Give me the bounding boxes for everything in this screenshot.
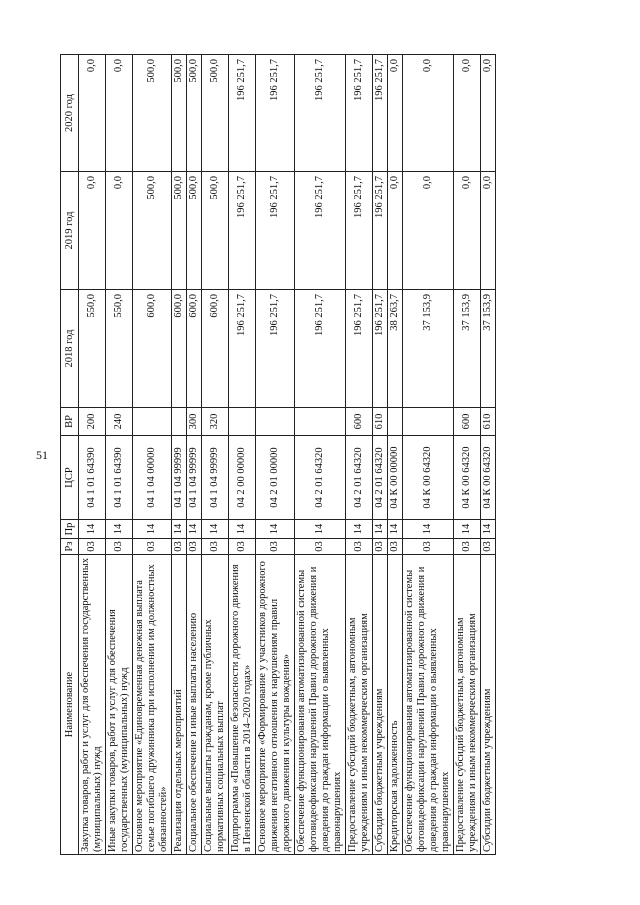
cell-y2019: 500,0	[133, 172, 172, 290]
cell-y2020: 196 251,7	[346, 55, 373, 172]
table-row	[79, 55, 106, 855]
cell-y2020: 0,0	[481, 55, 496, 172]
cell-name: Подпрограмма «Повышение безопасности дорожного движения в Пензенской области в 2014–2020 годах»	[229, 555, 256, 855]
cell-y2020: 196 251,7	[373, 55, 388, 172]
cell-y2018: 196 251,7	[295, 290, 346, 408]
table-header-row	[61, 55, 79, 855]
cell-name: Обеспечение функционирования автоматизированной системы фотовидеофиксации нарушений Правил дорожного движения и доведения до граждан информации о выявленных правонарушениях	[403, 555, 454, 855]
cell-vr: 600	[454, 408, 481, 436]
header-pr: Пр	[61, 520, 79, 539]
cell-vr: 300	[187, 408, 202, 436]
cell-rz: 03	[202, 539, 229, 555]
cell-y2020: 0,0	[454, 55, 481, 172]
cell-csr: 04 2 00 00000	[229, 436, 256, 520]
cell-csr: 04 К 00 00000	[388, 436, 403, 520]
table-row	[454, 55, 481, 855]
cell-y2020: 0,0	[403, 55, 454, 172]
cell-csr: 04 2 01 64320	[295, 436, 346, 520]
cell-y2019: 0,0	[388, 172, 403, 290]
cell-y2019: 500,0	[202, 172, 229, 290]
cell-y2018: 37 153,9	[481, 290, 496, 408]
cell-pr: 14	[481, 520, 496, 539]
cell-rz: 03	[388, 539, 403, 555]
cell-name: Предоставление субсидий бюджетным, автономным учреждениям и иным некоммерческим организациям	[454, 555, 481, 855]
cell-pr: 14	[133, 520, 172, 539]
table-row	[187, 55, 202, 855]
cell-y2019: 196 251,7	[373, 172, 388, 290]
cell-y2018: 600,0	[187, 290, 202, 408]
cell-pr: 14	[172, 520, 187, 539]
cell-y2020: 196 251,7	[229, 55, 256, 172]
table-row	[373, 55, 388, 855]
cell-y2020: 500,0	[187, 55, 202, 172]
cell-y2019: 0,0	[454, 172, 481, 290]
cell-name: Обеспечение функционирования автоматизированной системы фотовидеофиксации нарушений Правил дорожного движения и доведения до граждан информации о выявленных правонарушениях	[295, 555, 346, 855]
cell-vr	[133, 408, 172, 436]
header-rz: Рз	[61, 539, 79, 555]
cell-y2018: 196 251,7	[373, 290, 388, 408]
cell-y2018: 37 153,9	[403, 290, 454, 408]
cell-rz: 03	[481, 539, 496, 555]
cell-pr: 14	[229, 520, 256, 539]
cell-y2019: 196 251,7	[229, 172, 256, 290]
cell-rz: 03	[403, 539, 454, 555]
table-row	[481, 55, 496, 855]
cell-vr: 320	[202, 408, 229, 436]
table-row	[133, 55, 172, 855]
cell-y2018: 196 251,7	[346, 290, 373, 408]
cell-rz: 03	[295, 539, 346, 555]
cell-vr: 240	[106, 408, 133, 436]
cell-pr: 14	[187, 520, 202, 539]
cell-rz: 03	[187, 539, 202, 555]
table-row	[229, 55, 256, 855]
page-number: 51	[36, 448, 48, 462]
cell-y2020: 500,0	[133, 55, 172, 172]
cell-vr: 600	[346, 408, 373, 436]
cell-y2020: 500,0	[202, 55, 229, 172]
cell-y2019: 196 251,7	[295, 172, 346, 290]
header-2018: 2018 год	[61, 290, 79, 408]
cell-name: Социальное обеспечение и иные выплаты населению	[187, 555, 202, 855]
cell-y2019: 196 251,7	[256, 172, 295, 290]
header-name: Наименование	[61, 555, 79, 855]
cell-rz: 03	[346, 539, 373, 555]
header-2020: 2020 год	[61, 55, 79, 172]
cell-rz: 03	[229, 539, 256, 555]
cell-y2018: 196 251,7	[256, 290, 295, 408]
cell-rz: 03	[454, 539, 481, 555]
cell-pr: 14	[346, 520, 373, 539]
cell-name: Кредиторская задолженность	[388, 555, 403, 855]
cell-csr: 04 1 04 00000	[133, 436, 172, 520]
rotated-page-content	[60, 55, 620, 855]
cell-vr	[172, 408, 187, 436]
cell-name: Закупка товаров, работ и услуг для обеспечения государственных (муниципальных) нужд	[79, 555, 106, 855]
table-row	[172, 55, 187, 855]
cell-pr: 14	[79, 520, 106, 539]
cell-name: Субсидии бюджетным учреждениям	[373, 555, 388, 855]
cell-vr	[403, 408, 454, 436]
cell-name: Социальные выплаты гражданам, кроме публичных нормативных социальных выплат	[202, 555, 229, 855]
cell-y2019: 0,0	[79, 172, 106, 290]
cell-y2019: 0,0	[403, 172, 454, 290]
cell-vr	[229, 408, 256, 436]
cell-name: Предоставление субсидий бюджетным, автономным учреждениям и иным некоммерческим организациям	[346, 555, 373, 855]
cell-y2018: 37 153,9	[454, 290, 481, 408]
cell-csr: 04 1 04 99999	[172, 436, 187, 520]
cell-y2019: 0,0	[106, 172, 133, 290]
cell-csr: 04 2 01 64320	[373, 436, 388, 520]
cell-rz: 03	[172, 539, 187, 555]
cell-csr: 04 1 04 99999	[202, 436, 229, 520]
cell-y2020: 0,0	[79, 55, 106, 172]
cell-name: Основное мероприятие «Формирование у участников дорожного движения негативного отношения к нарушениям правил дорожного движения и культуры вождения»	[256, 555, 295, 855]
budget-table	[60, 54, 496, 855]
cell-y2018: 600,0	[133, 290, 172, 408]
table-row	[106, 55, 133, 855]
cell-y2019: 196 251,7	[346, 172, 373, 290]
cell-rz: 03	[106, 539, 133, 555]
cell-y2019: 0,0	[481, 172, 496, 290]
cell-name: Субсидии бюджетным учреждениям	[481, 555, 496, 855]
header-2019: 2019 год	[61, 172, 79, 290]
cell-vr	[256, 408, 295, 436]
cell-vr	[295, 408, 346, 436]
cell-y2020: 196 251,7	[256, 55, 295, 172]
cell-vr	[388, 408, 403, 436]
cell-pr: 14	[403, 520, 454, 539]
cell-pr: 14	[256, 520, 295, 539]
table-row	[256, 55, 295, 855]
cell-y2020: 0,0	[388, 55, 403, 172]
cell-rz: 03	[373, 539, 388, 555]
cell-y2018: 550,0	[79, 290, 106, 408]
cell-y2019: 500,0	[187, 172, 202, 290]
cell-vr: 200	[79, 408, 106, 436]
cell-y2019: 500,0	[172, 172, 187, 290]
table-row	[295, 55, 346, 855]
cell-y2018: 38 263,7	[388, 290, 403, 408]
cell-csr: 04 1 01 64390	[79, 436, 106, 520]
cell-rz: 03	[133, 539, 172, 555]
cell-pr: 14	[202, 520, 229, 539]
header-csr: ЦСР	[61, 436, 79, 520]
cell-csr: 04 2 01 64320	[346, 436, 373, 520]
cell-y2018: 600,0	[172, 290, 187, 408]
cell-name: Реализация отдельных мероприятий	[172, 555, 187, 855]
cell-pr: 14	[388, 520, 403, 539]
cell-y2018: 600,0	[202, 290, 229, 408]
cell-csr: 04 1 04 99999	[187, 436, 202, 520]
cell-y2020: 0,0	[106, 55, 133, 172]
table-row	[346, 55, 373, 855]
cell-csr: 04 К 00 64320	[481, 436, 496, 520]
table-row	[388, 55, 403, 855]
header-vr: ВР	[61, 408, 79, 436]
cell-y2018: 196 251,7	[229, 290, 256, 408]
cell-vr: 610	[373, 408, 388, 436]
cell-rz: 03	[79, 539, 106, 555]
table-row	[403, 55, 454, 855]
cell-name: Основное мероприятие «Единовременная денежная выплата семье погибшего дружинника при исполнении им должностных обязанностей»	[133, 555, 172, 855]
cell-vr: 610	[481, 408, 496, 436]
cell-y2020: 196 251,7	[295, 55, 346, 172]
cell-pr: 14	[295, 520, 346, 539]
cell-csr: 04 1 01 64390	[106, 436, 133, 520]
cell-pr: 14	[454, 520, 481, 539]
cell-rz: 03	[256, 539, 295, 555]
cell-y2020: 500,0	[172, 55, 187, 172]
cell-pr: 14	[106, 520, 133, 539]
cell-y2018: 550,0	[106, 290, 133, 408]
cell-pr: 14	[373, 520, 388, 539]
cell-csr: 04 2 01 00000	[256, 436, 295, 520]
cell-csr: 04 К 00 64320	[403, 436, 454, 520]
table-body	[79, 55, 496, 855]
cell-name: Иные закупки товаров, работ и услуг для обеспечения государственных (муниципальных) нужд	[106, 555, 133, 855]
table-row	[202, 55, 229, 855]
cell-csr: 04 К 00 64320	[454, 436, 481, 520]
